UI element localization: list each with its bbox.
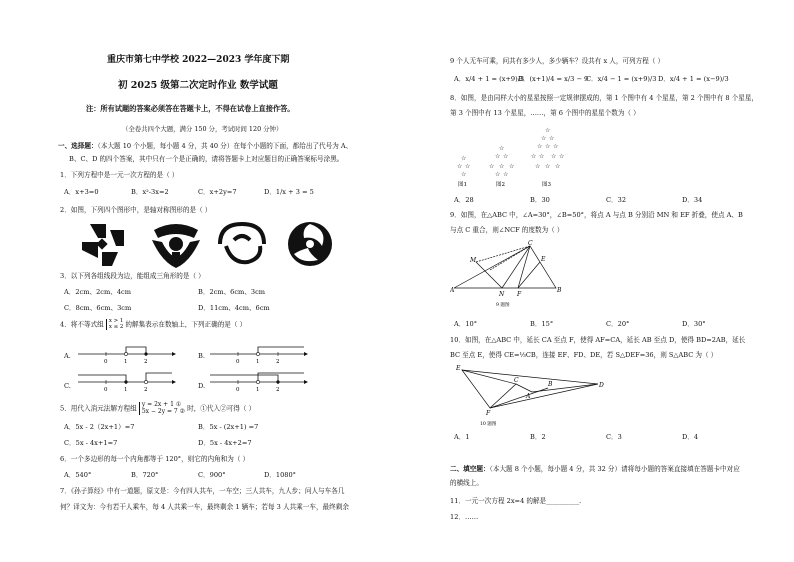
school-title: 重庆市第七中学校 2022—2023 学年度下期 xyxy=(107,55,290,65)
q8-fig3 xyxy=(531,127,564,170)
svg-text:☆: ☆ xyxy=(461,171,467,178)
q4-option-c: C. xyxy=(64,382,71,390)
q4d-tick-0: 0 xyxy=(236,387,240,392)
q6-option-d: D．1080° xyxy=(264,471,296,479)
q5-system xyxy=(139,402,185,415)
q6-option-c: C．900° xyxy=(198,471,226,479)
svg-text:☆: ☆ xyxy=(541,135,547,142)
q9-figure xyxy=(450,240,562,310)
q3-option-d: D．11cm、4cm、6cm xyxy=(198,304,270,312)
q6-option-b: B．720° xyxy=(131,471,159,479)
q6-stem: 6．一个多边形的每一个内角都等于 120°，则它的内角和为（ ） xyxy=(60,455,250,463)
q3-stem: 3．以下列各组线段为边，能组成三角形的是（ ） xyxy=(60,272,205,280)
svg-text:☆: ☆ xyxy=(549,135,555,142)
q9-label-c: C xyxy=(528,240,533,247)
svg-text:☆: ☆ xyxy=(545,143,551,150)
q9-label-a: A xyxy=(450,287,455,294)
q2-stem: 2．如图，下列四个图形中，是轴对称图形的是（ ） xyxy=(60,206,212,214)
q4-system-1: x > 1 xyxy=(108,318,124,324)
q2-figures xyxy=(72,216,342,274)
q4a-tick-0: 0 xyxy=(104,359,108,364)
q9-line2: 与点 C 重合，则∠NCF 的度数为（ ） xyxy=(450,226,564,234)
q4-option-a: A. xyxy=(64,352,71,360)
q4d-tick-2: 2 xyxy=(276,387,280,392)
q4c-tick-0: 0 xyxy=(104,387,108,392)
q9-line1: 9．如图，在△ABC 中，∠A=30°，∠B=50°，将点 A 与点 B 分别沿 MN 和 EF 折叠，使点 A、B xyxy=(450,211,743,219)
q5-option-b: B．5x - (2x+1) =7 xyxy=(198,423,259,431)
q1-stem: 1．下列方程中是一元一次方程的是（ ） xyxy=(60,171,179,179)
q4-system-2: x ≤ 2 xyxy=(108,323,124,330)
q4-option-b: B. xyxy=(198,352,205,360)
svg-text:☆: ☆ xyxy=(499,145,505,152)
q4-stem xyxy=(60,319,246,330)
q9-option-b: B．15° xyxy=(530,320,554,328)
q9-caption: 9 题图 xyxy=(496,303,510,308)
q8-option-a: A．28 xyxy=(454,196,474,204)
svg-text:☆: ☆ xyxy=(537,143,543,150)
q5-option-a: A．5x - 2（2x+1）=7 xyxy=(64,423,135,431)
q10-option-c: C．3 xyxy=(606,433,622,441)
q7-line1: 7．《孙子算经》中有一道题，原文是：今有四人共车，一车空；三人共车，九人步；问人与车各几 xyxy=(60,487,345,495)
section1-head: 一、选择题： xyxy=(58,142,98,150)
notice: 注：所有试题的答案必须答在答题卡上，不得在试卷上直接作答。 xyxy=(86,104,295,113)
q10-option-b: B．2 xyxy=(530,433,546,441)
q8-line1: 8．如图，是由同样大小的星星按照一定规律摆成的，第 1 个图中有 4 个星星，第 2 个图中有 8 个星星， xyxy=(450,94,759,102)
section1-desc2: B、C、D 的四个答案，其中只有一个是正确的，请将答题卡上对应题目的正确答案标号涂黑。 xyxy=(69,155,344,163)
q7-option-d: D．x/4 + 1 = (x−9)/3 xyxy=(658,75,729,83)
svg-text:☆: ☆ xyxy=(503,153,509,160)
svg-text:☆: ☆ xyxy=(545,163,551,170)
q10-label-b: B xyxy=(548,381,553,388)
q10-figure xyxy=(456,362,606,428)
q10-line2: BC 至点 E，使得 CE=⅓CB，连接 EF、FD、DE，若 S△DEF=36，则 S△ABC 为（ ） xyxy=(450,351,718,359)
section2-intro xyxy=(450,465,740,473)
q10-label-d: D xyxy=(599,382,604,389)
q9-label-f: F xyxy=(517,291,522,298)
q5-eq-2: 5x − 2y = 7 ② xyxy=(141,407,186,415)
q10-label-a: A xyxy=(526,393,531,400)
svg-text:☆: ☆ xyxy=(559,153,565,160)
exam-info: （全卷共四个大题，满分 150 分，考试时间 120 分钟） xyxy=(122,125,283,133)
q12-stem: 12．…… xyxy=(450,513,479,521)
q4b-tick-0: 0 xyxy=(236,359,240,364)
q4-system xyxy=(106,319,123,330)
q4c-tick-2: 2 xyxy=(144,387,148,392)
svg-text:☆: ☆ xyxy=(461,155,467,162)
q3-option-c: C．8cm、6cm、3cm xyxy=(64,304,132,312)
q8-fig3-label: 图3 xyxy=(542,182,551,188)
q5-stem-b: 时，①代入②可得（ ） xyxy=(187,404,256,413)
svg-text:☆: ☆ xyxy=(503,171,509,178)
q5-stem-a: 5．用代入消元法解方程组 xyxy=(60,404,137,413)
q8-option-d: D．34 xyxy=(682,196,703,204)
q4d-tick-1: 1 xyxy=(256,387,260,392)
q5-eq-1: y = 2x + 1 ① xyxy=(141,401,182,408)
exam-title: 初 2025 级第二次定时作业 数学试题 xyxy=(118,80,278,91)
svg-text:☆: ☆ xyxy=(495,153,501,160)
q1-option-d: D．1/x + 3 = 5 xyxy=(264,188,314,196)
q10-caption: 10 题图 xyxy=(480,422,497,427)
right-column xyxy=(400,0,794,562)
q1-option-a: A．x+3=0 xyxy=(64,188,99,196)
q9-option-a: A．10° xyxy=(454,320,478,328)
q7-option-a: A．x/4 + 1 = (x+9)/3 xyxy=(454,75,525,83)
q8-fig1-label: 图1 xyxy=(458,182,467,188)
q7-option-c: C．x/4 − 1 = (x+9)/3 xyxy=(586,75,657,83)
q7-line3: 9 个人无车可乘，问共有多少人，多少辆车？设共有 x 人，可列方程（ ） xyxy=(450,57,665,65)
q8-option-c: C．32 xyxy=(606,196,627,204)
q2-figure-c xyxy=(220,224,264,262)
q5-option-c: C．5x - 4x+1=7 xyxy=(64,439,118,447)
q10-option-a: A．1 xyxy=(454,433,470,441)
q8-option-b: B．30 xyxy=(530,196,550,204)
q4b-tick-2: 2 xyxy=(276,359,280,364)
q4a-tick-1: 1 xyxy=(124,359,128,364)
section2-head: 二、填空题： xyxy=(450,465,490,473)
q1-option-b: B．x²-3x=2 xyxy=(131,188,169,196)
q10-label-c: C xyxy=(514,377,519,384)
q4-stem-a: 4．将不等式组 xyxy=(60,320,104,329)
q7-option-b: B．(x+1)/4 = x/3 − 9 xyxy=(518,75,589,83)
svg-text:☆: ☆ xyxy=(555,163,561,170)
q2-figure-a xyxy=(82,224,124,266)
q4-numberline-b xyxy=(208,342,308,364)
q9-option-c: C．20° xyxy=(606,320,630,328)
svg-text:☆: ☆ xyxy=(545,127,551,134)
q4-numberline-d xyxy=(208,370,308,392)
q1-option-c: C．x+2y=7 xyxy=(198,188,237,196)
svg-text:☆: ☆ xyxy=(465,163,471,170)
svg-text:☆: ☆ xyxy=(489,163,495,170)
q9-label-m: M xyxy=(470,257,477,264)
q5-option-d: D．5x - 4x+2=7 xyxy=(198,439,252,447)
q4a-tick-2: 2 xyxy=(144,359,148,364)
svg-text:☆: ☆ xyxy=(551,153,557,160)
svg-text:☆: ☆ xyxy=(495,171,501,178)
q3-option-b: B．2cm、6cm、3cm xyxy=(198,288,266,296)
q4c-tick-1: 1 xyxy=(124,387,128,392)
section2-desc1: （本大题 8 个小题，每小题 4 分，共 32 分）请将每小题的答案直接填在答题卡中对应 xyxy=(489,465,740,473)
q8-star-figures xyxy=(452,124,582,190)
svg-text:☆: ☆ xyxy=(553,143,559,150)
q10-option-d: D．4 xyxy=(682,433,699,441)
section2-desc2: 的横线上。 xyxy=(450,479,483,487)
q9-option-d: D．30° xyxy=(682,320,706,328)
q8-line2: 第 3 个图中有 13 个星星，……，第 6 个图中的星星个数为（ ） xyxy=(450,109,640,117)
q4-numberline-c xyxy=(76,370,176,392)
q2-figure-b xyxy=(152,224,200,268)
q8-fig1 xyxy=(457,155,470,178)
q4-stem-b: 的解集表示在数轴上，下列正确的是（ ） xyxy=(125,320,247,329)
q9-label-e: E xyxy=(541,256,546,263)
svg-text:☆: ☆ xyxy=(457,163,463,170)
q4-option-d: D. xyxy=(198,382,206,390)
q10-line1: 10．如图，在△ABC 中，延长 CA 至点 F，使得 AF=CA，延长 AB 至点 D，使得 BD=2AB，延长 xyxy=(450,336,746,344)
q9-label-n: N xyxy=(499,291,505,298)
q6-option-a: A．540° xyxy=(64,471,92,479)
svg-text:☆: ☆ xyxy=(539,153,545,160)
svg-text:☆: ☆ xyxy=(509,163,515,170)
q11-stem: 11．一元一次方程 2x=4 的解是__________. xyxy=(450,497,582,505)
q7-line2: 何？译文为：今有若干人乘车，每 4 人共乘一车，最终剩余 1 辆车；若每 3 人共乘一车，最终剩余 xyxy=(60,503,349,511)
svg-text:☆: ☆ xyxy=(499,163,505,170)
section1-intro xyxy=(58,142,352,150)
q2-figure-d xyxy=(288,222,332,266)
q3-option-a: A．2cm、2cm、4cm xyxy=(64,288,131,296)
q4-numberline-a xyxy=(76,342,176,364)
svg-text:☆: ☆ xyxy=(531,153,537,160)
q8-fig2-label: 图2 xyxy=(496,182,505,188)
q10-label-e: E xyxy=(456,365,461,372)
q8-fig2 xyxy=(489,145,514,178)
q9-label-b: B xyxy=(557,287,562,294)
q4b-tick-1: 1 xyxy=(256,359,260,364)
svg-text:☆: ☆ xyxy=(535,163,541,170)
q10-label-f: F xyxy=(486,410,491,417)
section1-desc1: （本大题 10 个小题，每小题 4 分，共 40 分）在每个小题的下面，都给出了代号为 A、 xyxy=(97,142,353,150)
q5-stem xyxy=(60,402,255,415)
